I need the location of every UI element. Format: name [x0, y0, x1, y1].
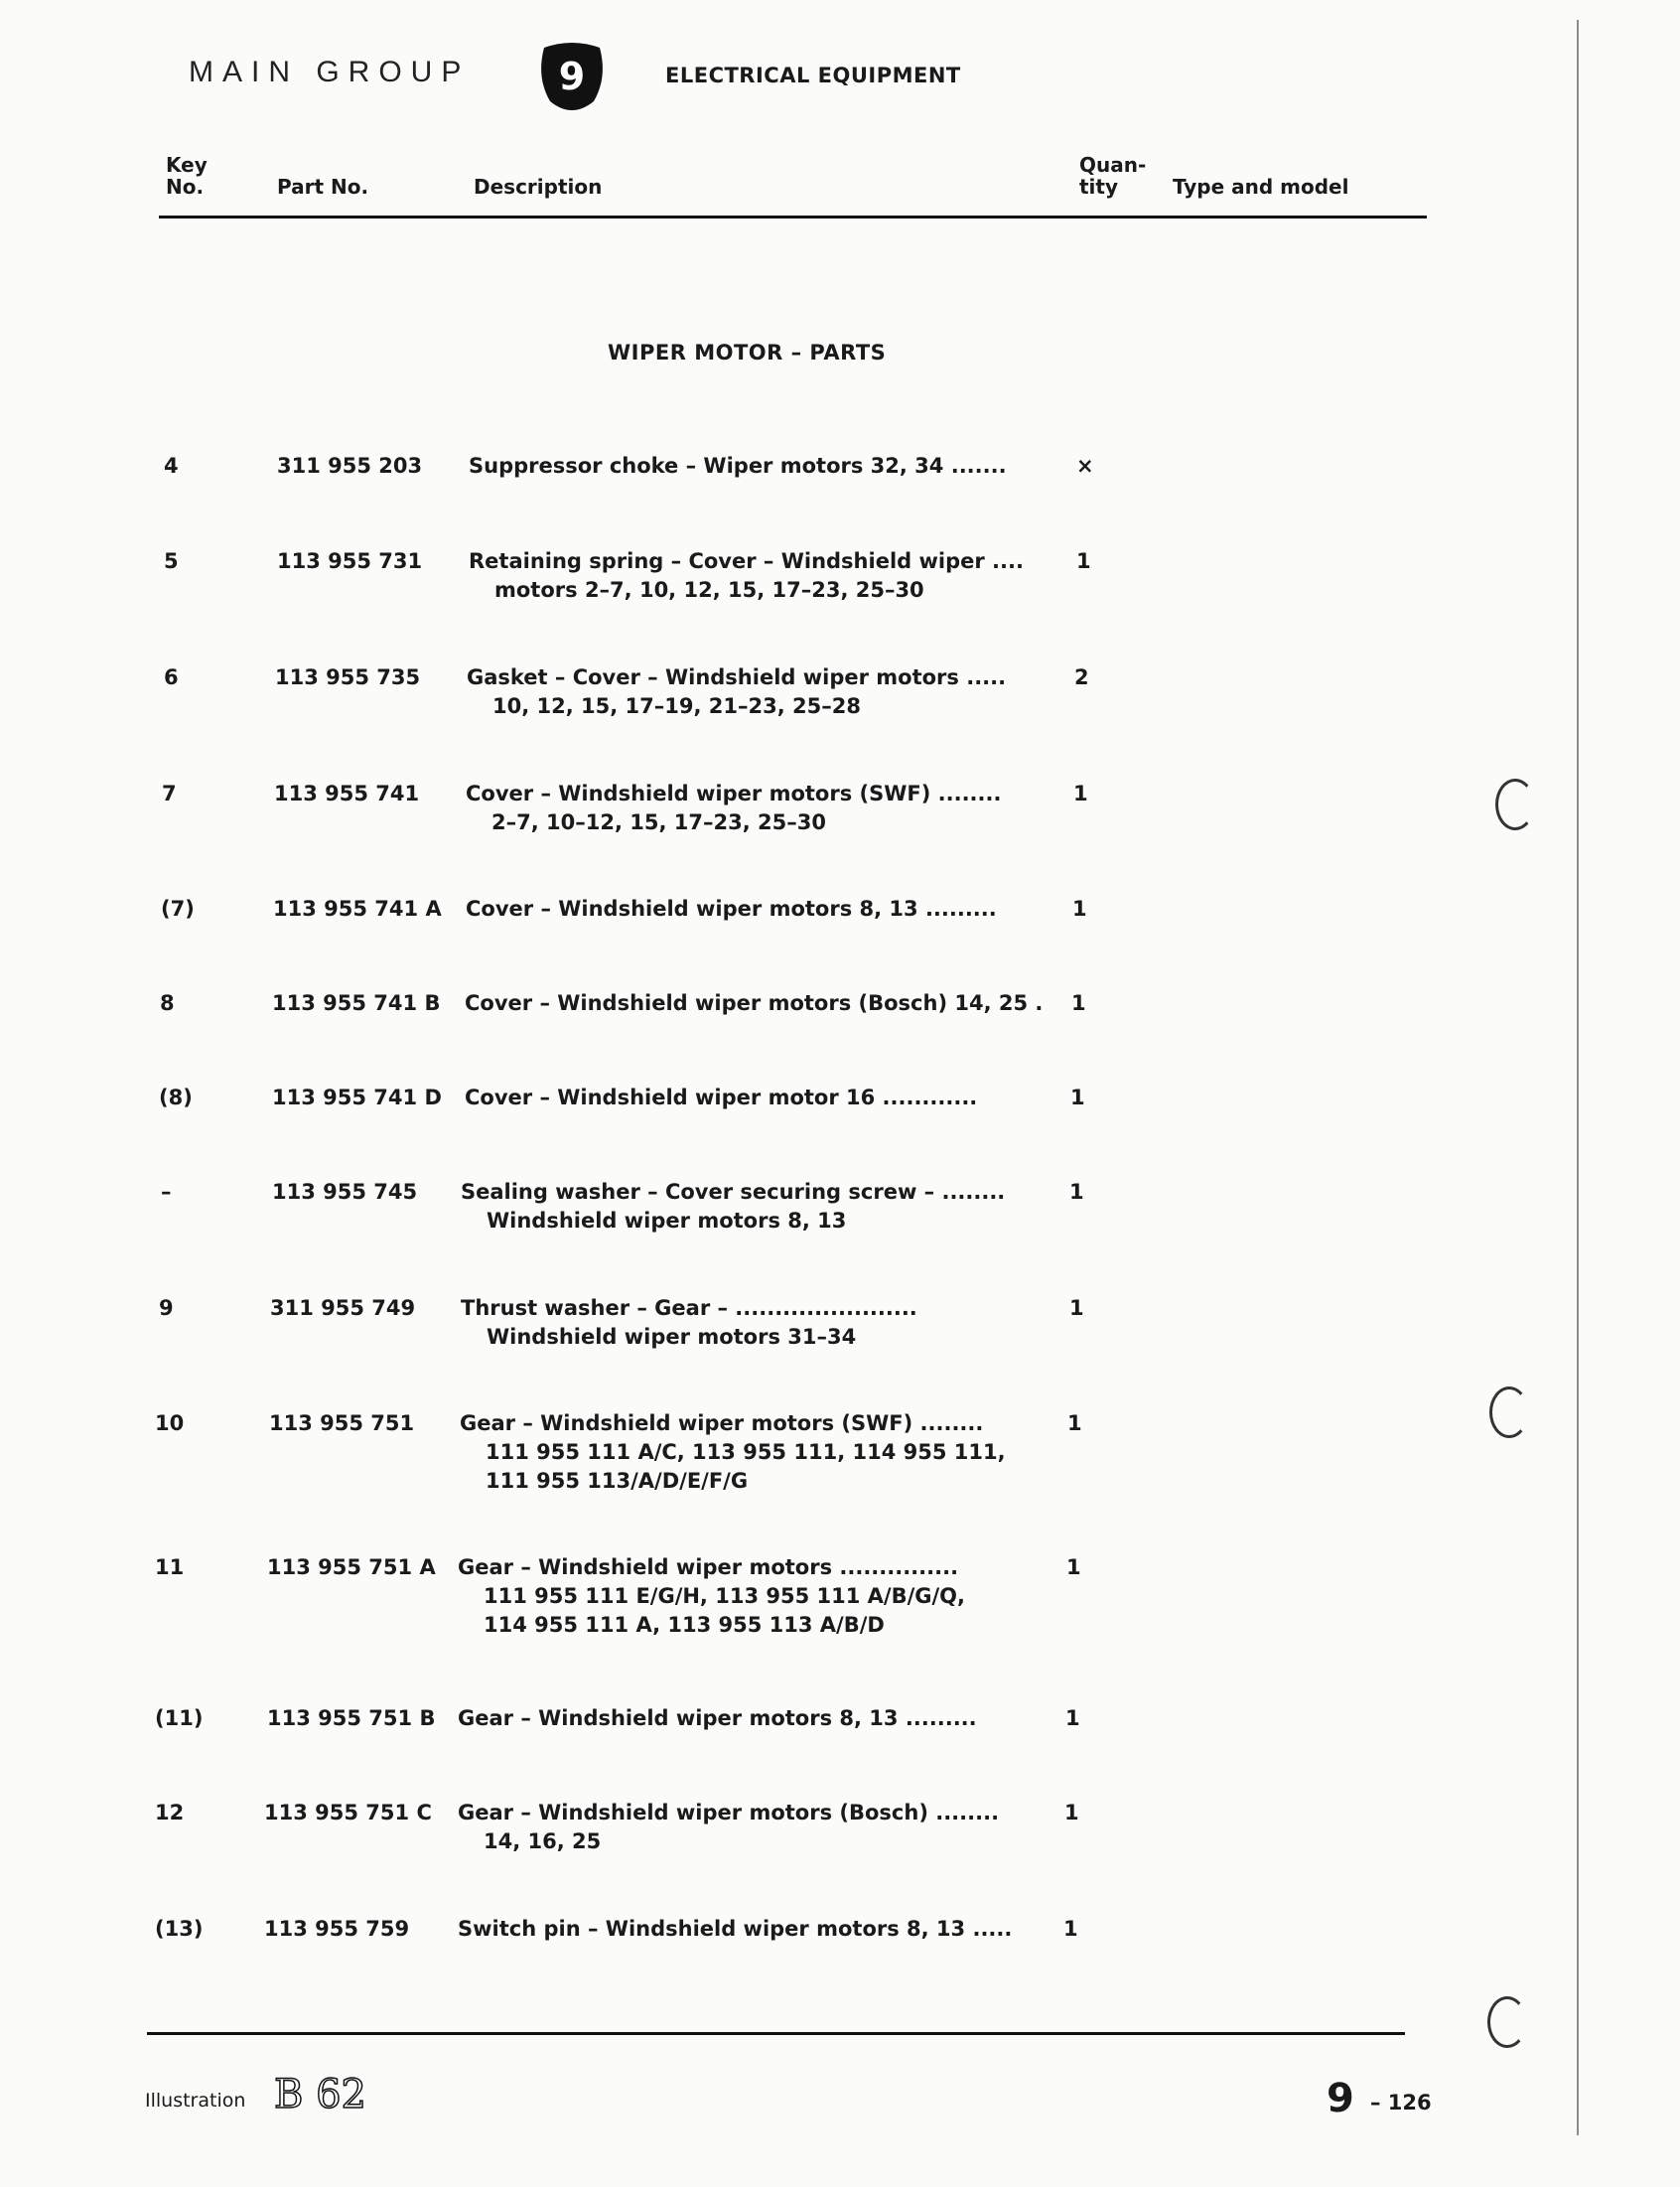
desc-line: 2–7, 10–12, 15, 17–23, 25–30 — [491, 810, 826, 834]
row-description — [466, 780, 1001, 837]
desc-line: Suppressor choke – Wiper motors 32, 34 ....... — [469, 454, 1007, 478]
row-key: – — [161, 1180, 172, 1204]
row-part-no: 113 955 741 A — [273, 897, 442, 921]
page-subnumber: – 126 — [1370, 2091, 1432, 2114]
row-description — [467, 663, 1006, 721]
row-key: (7) — [161, 897, 195, 921]
row-key: 11 — [155, 1555, 185, 1579]
row-description — [461, 1294, 917, 1352]
row-part-no: 113 955 741 D — [272, 1086, 442, 1109]
col-key-line1: Key — [166, 153, 208, 177]
row-qty: 1 — [1066, 1555, 1081, 1579]
row-description — [469, 452, 1007, 481]
row-qty: 1 — [1069, 1296, 1084, 1320]
desc-line: Gear – Windshield wiper motors ............... — [458, 1555, 959, 1579]
illustration-ref: B 62 — [274, 2072, 367, 2117]
header-rule — [159, 216, 1427, 219]
desc-line: Windshield wiper motors 8, 13 — [487, 1209, 847, 1233]
punch-hole-icon — [1489, 1386, 1529, 1438]
row-part-no: 113 955 745 — [272, 1180, 418, 1204]
desc-line: 14, 16, 25 — [484, 1829, 602, 1853]
row-qty: 1 — [1069, 1180, 1084, 1204]
desc-line: 111 955 111 E/G/H, 113 955 111 A/B/G/Q, — [484, 1584, 965, 1608]
group-number: 9 — [558, 55, 586, 98]
row-key: 12 — [155, 1801, 185, 1824]
page-number: 9 — [1327, 2076, 1354, 2121]
desc-line: Gasket – Cover – Windshield wiper motors ..... — [467, 665, 1007, 689]
desc-line: Cover – Windshield wiper motors (SWF) ........ — [466, 782, 1002, 805]
col-type-model: Type and model — [1173, 175, 1349, 199]
row-part-no: 113 955 751 — [269, 1411, 415, 1435]
row-qty: 1 — [1067, 1411, 1082, 1435]
footer-rule — [147, 2032, 1405, 2035]
col-part-no: Part No. — [277, 175, 369, 199]
row-key: (8) — [159, 1086, 193, 1109]
row-description — [461, 1178, 1005, 1236]
row-key: 8 — [160, 991, 175, 1015]
desc-line: Cover – Windshield wiper motors 8, 13 ......... — [466, 897, 997, 921]
desc-line: motors 2–7, 10, 12, 15, 17–23, 25–30 — [494, 578, 924, 602]
row-qty: 2 — [1074, 665, 1089, 689]
binding-edge — [1577, 20, 1599, 2135]
row-part-no: 113 955 751 C — [264, 1801, 432, 1824]
row-part-no: 311 955 203 — [277, 454, 423, 478]
row-qty: 1 — [1064, 1801, 1079, 1824]
desc-line: 114 955 111 A, 113 955 113 A/B/D — [484, 1613, 885, 1637]
section-title: WIPER MOTOR – PARTS — [608, 341, 887, 364]
row-qty: 1 — [1072, 897, 1087, 921]
row-qty: 1 — [1073, 782, 1088, 805]
row-key: 4 — [164, 454, 179, 478]
desc-line: Retaining spring – Cover – Windshield wiper .... — [469, 549, 1024, 573]
desc-line: Cover – Windshield wiper motors (Bosch) 14, 25 . — [465, 991, 1044, 1015]
row-part-no: 113 955 751 B — [267, 1706, 436, 1730]
row-description — [466, 895, 997, 924]
row-key: (11) — [155, 1706, 204, 1730]
row-part-no: 113 955 735 — [275, 665, 421, 689]
desc-line: Cover – Windshield wiper motor 16 ............ — [465, 1086, 978, 1109]
desc-line: 111 955 113/A/D/E/F/G — [486, 1469, 749, 1493]
illustration-label: Illustration — [145, 2090, 246, 2112]
row-qty: 1 — [1070, 1086, 1085, 1109]
punch-hole-icon — [1495, 779, 1535, 830]
desc-line: Switch pin – Windshield wiper motors 8, 13 ..... — [458, 1917, 1013, 1941]
col-description: Description — [474, 175, 603, 199]
group-number-badge — [536, 40, 608, 115]
row-description — [460, 1409, 1006, 1496]
row-qty: 1 — [1063, 1917, 1078, 1941]
row-description — [465, 989, 1043, 1018]
row-part-no: 113 955 759 — [264, 1917, 410, 1941]
row-description — [458, 1553, 965, 1640]
col-key-no — [166, 154, 208, 198]
row-qty: × — [1076, 454, 1094, 478]
col-qty-line2: tity — [1079, 175, 1119, 199]
row-part-no: 113 955 741 B — [272, 991, 441, 1015]
row-key: 7 — [162, 782, 177, 805]
col-qty-line1: Quan- — [1079, 153, 1147, 177]
col-key-line2: No. — [166, 175, 205, 199]
row-description — [458, 1799, 999, 1856]
col-quantity — [1079, 154, 1146, 198]
row-key: 6 — [164, 665, 179, 689]
desc-line: Windshield wiper motors 31–34 — [487, 1325, 857, 1349]
row-part-no: 113 955 731 — [277, 549, 423, 573]
row-qty: 1 — [1076, 549, 1091, 573]
row-description — [458, 1915, 1012, 1944]
row-key: (13) — [155, 1917, 204, 1941]
desc-line: Gear – Windshield wiper motors (SWF) ........ — [460, 1411, 984, 1435]
main-group-label: MAIN GROUP — [189, 56, 471, 88]
row-key: 5 — [164, 549, 179, 573]
row-description — [458, 1704, 977, 1733]
group-badge-icon — [536, 40, 608, 115]
desc-line: Gear – Windshield wiper motors (Bosch) ........ — [458, 1801, 1000, 1824]
desc-line: 10, 12, 15, 17–19, 21–23, 25–28 — [492, 694, 861, 718]
desc-line: Sealing washer – Cover securing screw – ........ — [461, 1180, 1006, 1204]
row-part-no: 113 955 741 — [274, 782, 420, 805]
row-description — [469, 547, 1024, 605]
row-qty: 1 — [1065, 1706, 1080, 1730]
row-key: 10 — [155, 1411, 185, 1435]
row-qty: 1 — [1071, 991, 1086, 1015]
row-part-no: 311 955 749 — [270, 1296, 416, 1320]
desc-line: Thrust washer – Gear – ....................... — [461, 1296, 917, 1320]
row-key: 9 — [159, 1296, 174, 1320]
row-description — [465, 1084, 977, 1112]
desc-line: 111 955 111 A/C, 113 955 111, 114 955 111, — [486, 1440, 1006, 1464]
group-title: ELECTRICAL EQUIPMENT — [665, 64, 961, 87]
desc-line: Gear – Windshield wiper motors 8, 13 ......... — [458, 1706, 977, 1730]
row-part-no: 113 955 751 A — [267, 1555, 436, 1579]
punch-hole-icon — [1487, 1996, 1527, 2048]
